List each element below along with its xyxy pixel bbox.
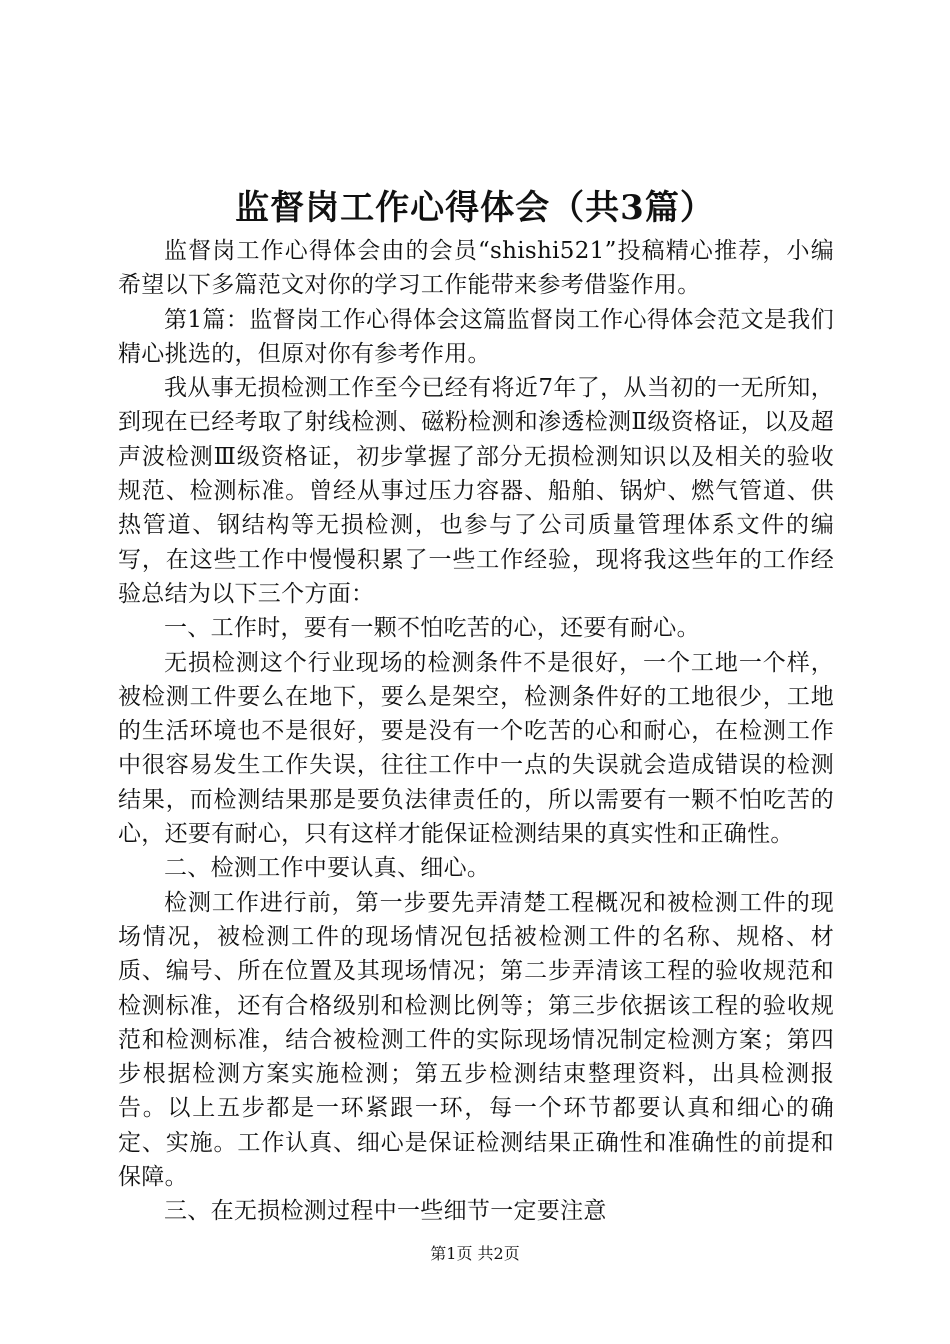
section-heading-1: 一、工作时，要有一颗不怕吃苦的心，还要有耐心。 <box>164 615 700 642</box>
paragraph-section-1: 无损检测这个行业现场的检测条件不是很好，一个工地一个样，被检测工件要么在地下，要么是架空，检测条件好的工地很少，工地的生活环境也不是很好，要是没有一个吃苦的心和耐心，在检测工作中很容易发生工作失误，往往工作中一点的失误就会造成错误的检测结果，而检测结果那是要负法律责任的，所以需要有一颗不怕吃苦的心，还要有耐心，只有这样才能保证检测结果的真实性和正确性。 <box>118 649 834 848</box>
paragraph-intro: 监督岗工作心得体会由的会员“shishi521”投稿精心推荐，小编希望以下多篇范文对你的学习工作能带来参考借鉴作用。 <box>118 238 834 299</box>
paragraph-article-heading: 第1篇：监督岗工作心得体会这篇监督岗工作心得体会范文是我们精心挑选的，但原对你有参考作用。 <box>118 306 834 367</box>
section-heading-2: 二、检测工作中要认真、细心。 <box>164 855 491 882</box>
paragraph-experience: 我从事无损检测工作至今已经有将近7年了，从当初的一无所知，到现在已经考取了射线检测、磁粉检测和渗透检测Ⅱ级资格证，以及超声波检测Ⅲ级资格证，初步掌握了部分无损检测知识以及相关的验收规范、检测标准。曾经从事过压力容器、船舶、锅炉、燃气管道、供热管道、钢结构等无损检测，也参与了公司质量管理体系文件的编写，在这些工作中慢慢积累了一些工作经验，现将我这些年的工作经验总结为以下三个方面： <box>118 375 834 607</box>
document-title: 监督岗工作心得体会（共3篇） <box>235 188 715 228</box>
page-footer: 第1页 共2页 <box>430 1244 520 1263</box>
paragraph-section-2: 检测工作进行前，第一步要先弄清楚工程概况和被检测工件的现场情况，被检测工件的现场情况包括被检测工件的名称、规格、材质、编号、所在位置及其现场情况；第二步弄清该工程的验收规范和检测标准，还有合格级别和检测比例等；第三步依据该工程的验收规范和检测标准，结合被检测工件的实际现场情况制定检测方案；第四步根据检测方案实施检测；第五步检测结束整理资料，出具检测报告。以上五步都是一环紧跟一环，每一个环节都要认真和细心的确定、实施。工作认真、细心是保证检测结果正确性和准确性的前提和保障。 <box>118 889 834 1191</box>
section-heading-3: 三、在无损检测过程中一些细节一定要注意 <box>164 1198 607 1225</box>
document-body <box>118 234 834 1229</box>
